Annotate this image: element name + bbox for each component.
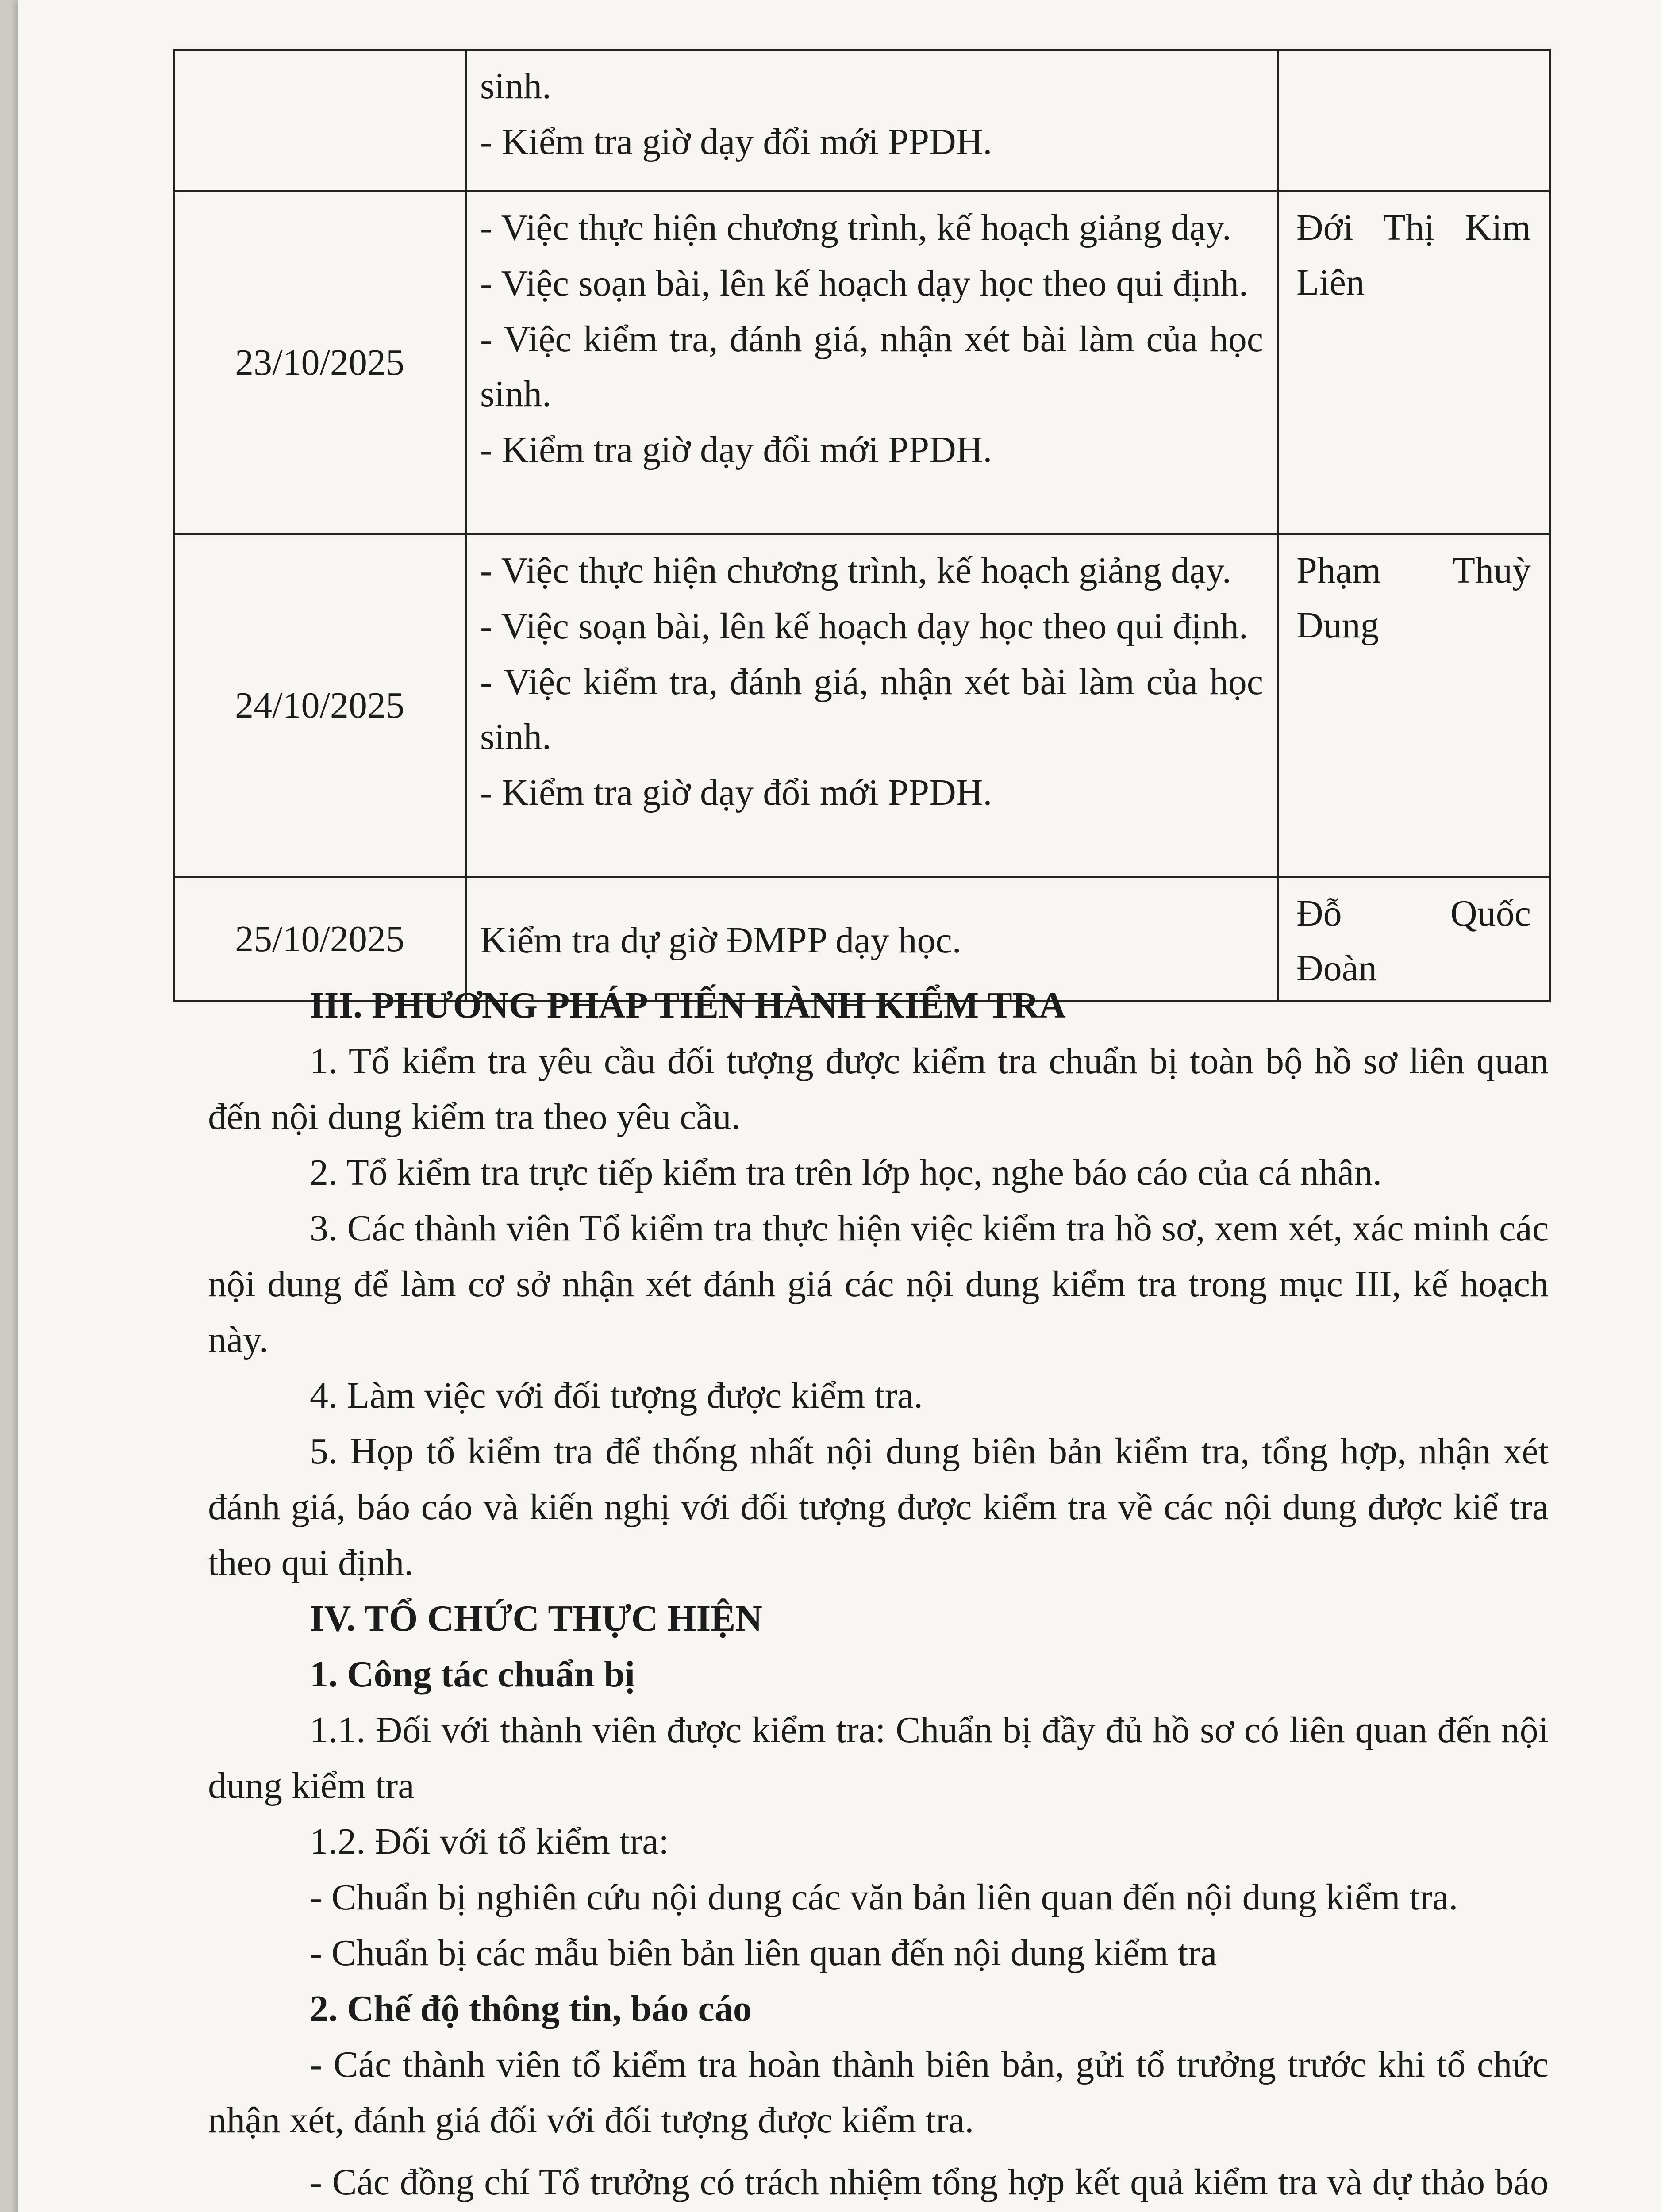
content-item: - Kiểm tra giờ dạy đổi mới PPDH. <box>480 429 992 470</box>
person-name-line: Đới Thị Kim <box>1296 207 1531 248</box>
person-name-line: Phạm Thuỳ <box>1296 550 1531 591</box>
bullet-line: - Chuẩn bị nghiên cứu nội dung các văn bản liên quan đến nội dung kiểm tra. <box>310 1877 1458 1918</box>
content-cell <box>466 50 1278 192</box>
paragraph: 3. Các thành viên Tổ kiểm tra thực hiện việc kiểm tra hồ sơ, xem xét, xác minh các nội dung để làm cơ sở nhận xét đánh giá các nội dung kiểm tra trong mục III, kế hoạch này. <box>208 1208 1549 1360</box>
paragraph: 1.1. Đối với thành viên được kiểm tra: Chuẩn bị đầy đủ hồ sơ có liên quan đến nội dung kiểm tra <box>208 1709 1549 1806</box>
bullet-line: - Các thành viên tổ kiểm tra hoàn thành biên bản, gửi tổ trưởng trước khi tổ chức nhận xét, đánh giá đối với đối tượng được kiểm tra. <box>208 2044 1549 2141</box>
content-item: sinh. <box>480 65 552 107</box>
paragraph: 5. Họp tổ kiểm tra để thống nhất nội dung biên bản kiểm tra, tổng hợp, nhận xét đánh giá, báo cáo và kiến nghị với đối tượng được kiểm tra về các nội dung được kiể tra theo qui định. <box>208 1431 1549 1583</box>
content-cell <box>466 534 1278 877</box>
person-name-line: Đoàn <box>1296 948 1377 989</box>
subsection-heading: 1. Công tác chuẩn bị <box>310 1654 635 1695</box>
inspection-schedule-table <box>173 49 1551 1002</box>
content-cell <box>466 192 1278 534</box>
content-item: - Việc soạn bài, lên kế hoạch dạy học theo qui định. <box>480 606 1248 647</box>
table-row <box>174 192 1550 534</box>
paragraph: 2. Tổ kiểm tra trực tiếp kiểm tra trên lớp học, nghe báo cáo của cá nhân. <box>310 1152 1382 1193</box>
person-name-line: Đỗ Quốc <box>1296 893 1531 934</box>
section-heading: III. PHƯƠNG PHÁP TIẾN HÀNH KIỂM TRA <box>310 985 1066 1026</box>
section-heading: IV. TỔ CHỨC THỰC HIỆN <box>310 1598 762 1639</box>
person-cell <box>1278 50 1550 192</box>
document-body <box>208 978 1549 2212</box>
content-item: - Việc thực hiện chương trình, kế hoạch giảng dạy. <box>480 550 1231 591</box>
content-item: - Việc kiểm tra, đánh giá, nhận xét bài làm của học sinh. <box>480 661 1263 757</box>
person-name-line: Dung <box>1296 605 1379 646</box>
paragraph: 1. Tổ kiểm tra yêu cầu đối tượng được kiểm tra chuẩn bị toàn bộ hồ sơ liên quan đến nội dung kiểm tra theo yêu cầu. <box>208 1041 1549 1137</box>
paragraph: 4. Làm việc với đối tượng được kiểm tra. <box>310 1375 923 1416</box>
date-cell: 23/10/2025 <box>174 192 466 534</box>
date-cell: 25/10/2025 <box>174 877 466 1002</box>
paragraph: 1.2. Đối với tổ kiểm tra: <box>310 1821 669 1862</box>
spacer <box>208 2148 1549 2154</box>
content-item: Kiểm tra dự giờ ĐMPP dạy học. <box>480 920 961 961</box>
date-cell: 24/10/2025 <box>174 534 466 877</box>
content-item: - Việc kiểm tra, đánh giá, nhận xét bài làm của học sinh. <box>480 319 1263 415</box>
content-item: - Việc thực hiện chương trình, kế hoạch giảng dạy. <box>480 207 1231 248</box>
person-cell <box>1278 192 1550 534</box>
bullet-line: - Các đồng chí Tổ trưởng có trách nhiệm tổng hợp kết quả kiểm tra và dự thảo báo <box>310 2162 1549 2203</box>
table-row <box>174 534 1550 877</box>
content-item: - Kiểm tra giờ dạy đổi mới PPDH. <box>480 772 992 813</box>
date-cell <box>174 50 466 192</box>
bullet-line: - Chuẩn bị các mẫu biên bản liên quan đến nội dung kiểm tra <box>310 1932 1217 1974</box>
person-name-line: Liên <box>1296 262 1365 303</box>
subsection-heading: 2. Chế độ thông tin, báo cáo <box>310 1988 752 2029</box>
content-item: - Kiểm tra giờ dạy đổi mới PPDH. <box>480 121 992 162</box>
person-cell <box>1278 534 1550 877</box>
content-item: - Việc soạn bài, lên kế hoạch dạy học theo qui định. <box>480 263 1248 304</box>
table-row <box>174 50 1550 192</box>
